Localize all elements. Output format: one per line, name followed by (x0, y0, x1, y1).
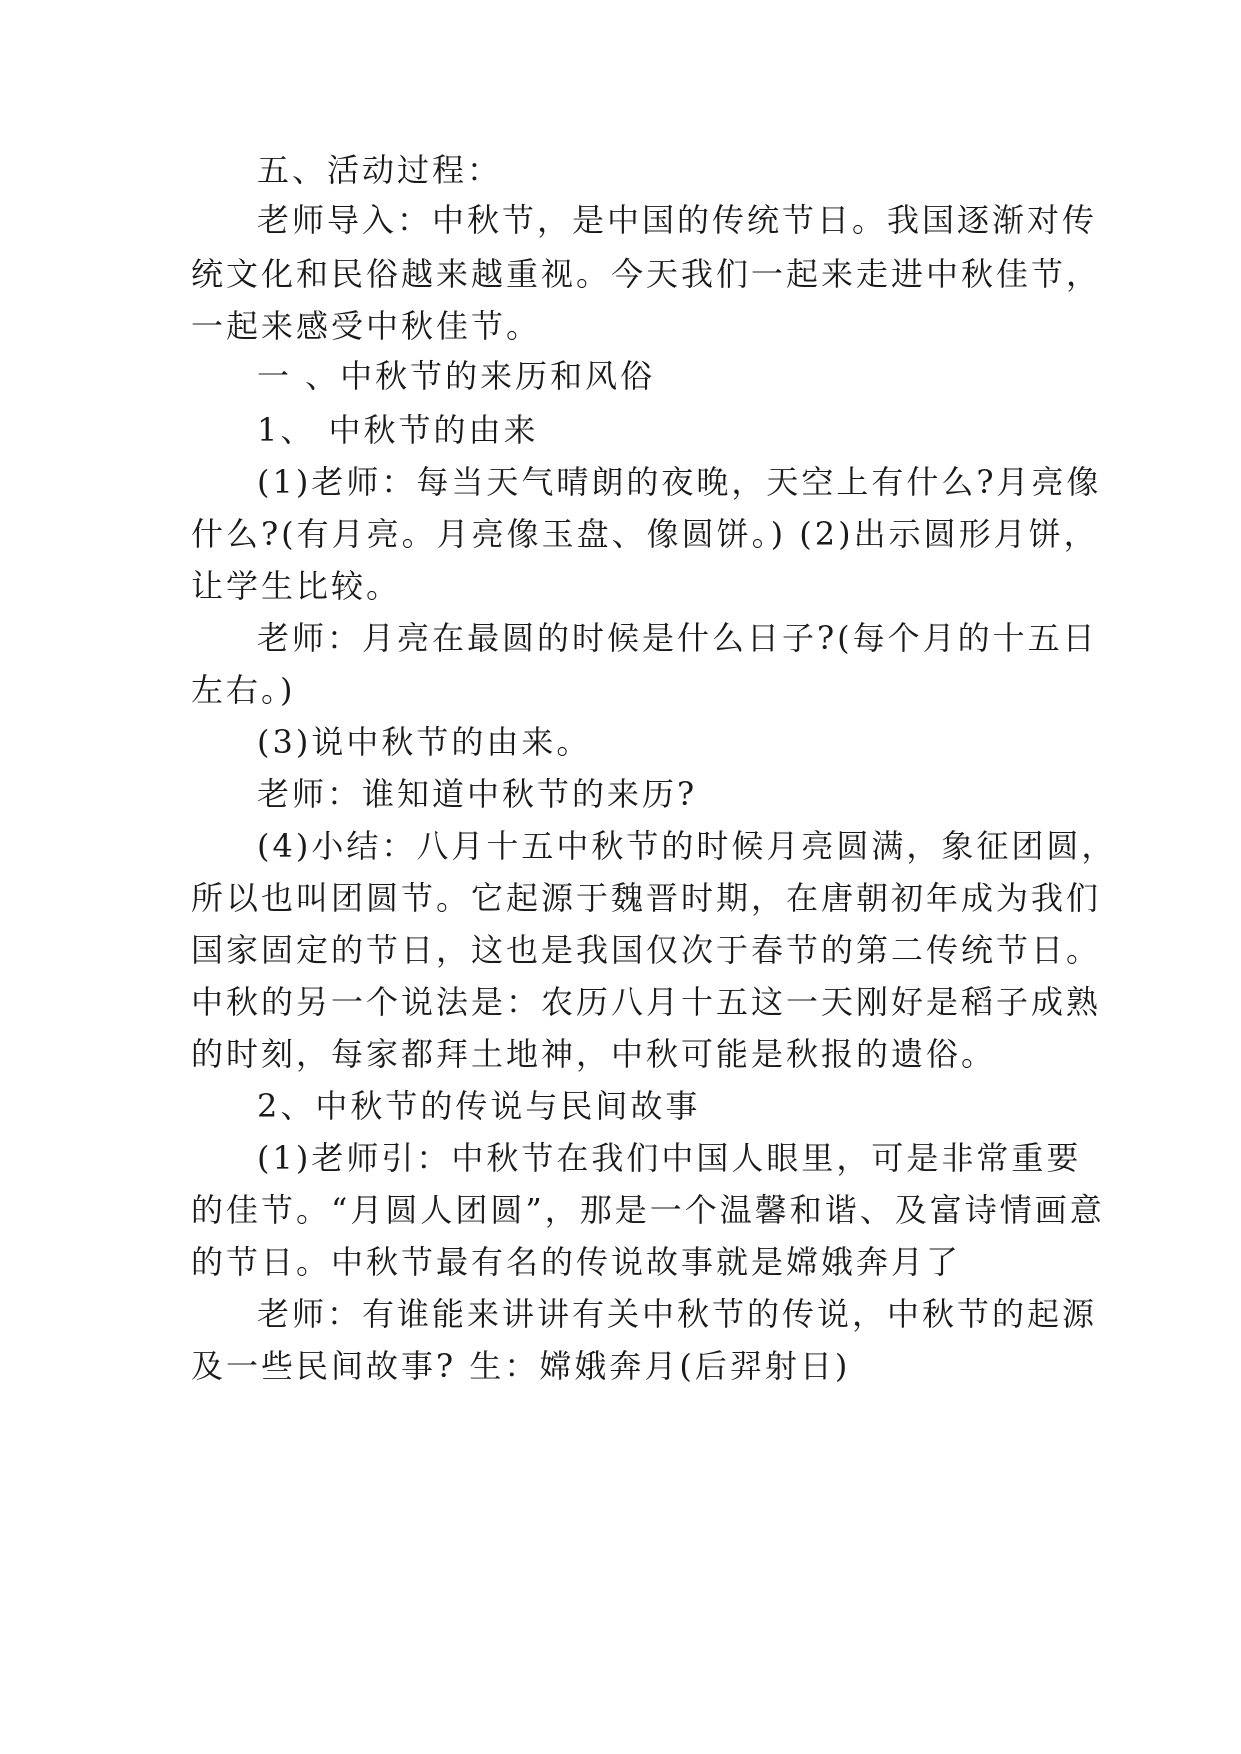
paragraph-line: 国家固定的节日，这也是我国仅次于春节的第二传统节日。 (191, 931, 1102, 969)
paragraph-line: 一起来感受中秋佳节。 (191, 307, 542, 345)
paragraph-line: 左右。) (191, 671, 296, 709)
paragraph-line: (3)说中秋节的由来。 (257, 723, 592, 761)
paragraph-line: 什么?(有月亮。月亮像玉盘、像圆饼。) (2)出示圆形月饼， (191, 515, 1099, 553)
paragraph-line: 所以也叫团圆节。它起源于魏晋时期，在唐朝初年成为我们 (191, 879, 1102, 917)
paragraph-line: 老师：谁知道中秋节的来历? (257, 775, 698, 813)
paragraph-line: 及一些民间故事? 生：嫦娥奔月(后羿射日) (191, 1347, 851, 1385)
paragraph-line: 让学生比较。 (191, 567, 402, 605)
paragraph-line: 老师导入：中秋节，是中国的传统节日。我国逐渐对传 (257, 201, 1098, 239)
section-heading-activity-process: 五、活动过程： (257, 151, 503, 189)
subheading-origin: 1、 中秋节的由来 (257, 411, 539, 449)
paragraph-line: (1)老师引：中秋节在我们中国人眼里，可是非常重要 (257, 1139, 1082, 1177)
section-heading-origin-customs: 一 、中秋节的来历和风俗 (257, 357, 656, 395)
paragraph-line: 的时刻，每家都拜土地神，中秋可能是秋报的遗俗。 (191, 1035, 997, 1073)
paragraph-line: 老师：月亮在最圆的时候是什么日子?(每个月的十五日 (257, 619, 1098, 657)
paragraph-line: 的佳节。“月圆人团圆”，那是一个温馨和谐、及富诗情画意 (191, 1191, 1105, 1229)
paragraph-line: 老师：有谁能来讲讲有关中秋节的传说，中秋节的起源 (257, 1295, 1098, 1333)
paragraph-line: (1)老师：每当天气晴朗的夜晚，天空上有什么?月亮像 (257, 463, 1102, 501)
paragraph-line: 中秋的另一个说法是：农历八月十五这一天刚好是稻子成熟 (191, 983, 1102, 1021)
subheading-legends: 2、中秋节的传说与民间故事 (257, 1087, 701, 1125)
paragraph-line: (4)小结：八月十五中秋节的时候月亮圆满，象征团圆， (257, 827, 1117, 865)
paragraph-line: 统文化和民俗越来越重视。今天我们一起来走进中秋佳节， (191, 255, 1102, 293)
paragraph-line: 的节日。中秋节最有名的传说故事就是嫦娥奔月了 (191, 1243, 962, 1281)
